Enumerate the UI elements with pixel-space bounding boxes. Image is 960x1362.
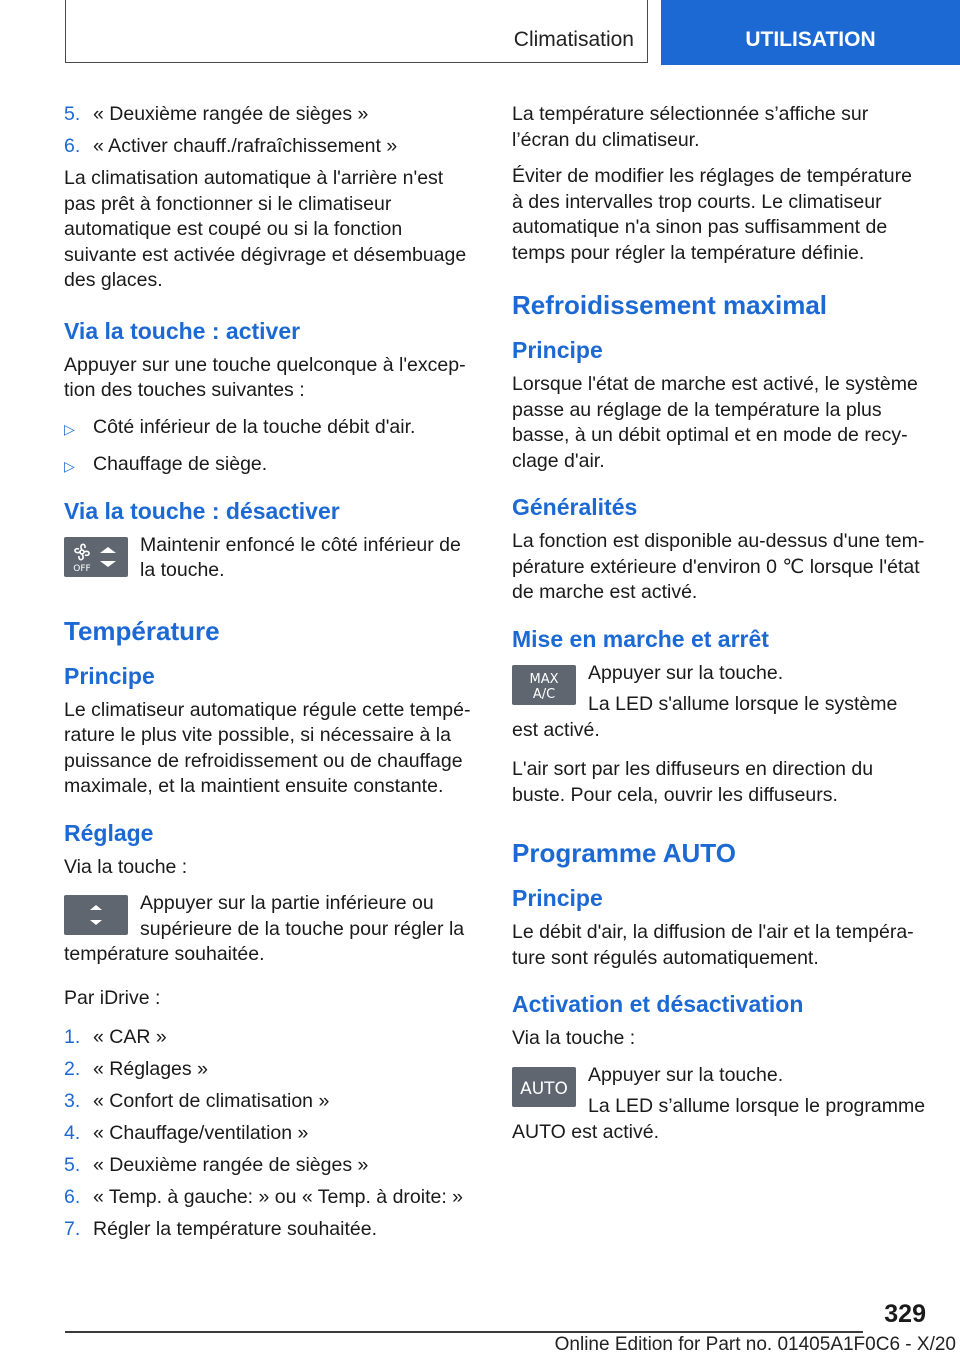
page-number: 329 (884, 1300, 926, 1328)
svg-text:OFF: OFF (73, 563, 91, 574)
paragraph: Le climatiseur automatique régule cette température le plus vite possible, si nécessaire à la puissance de refroidissement ou de chauffage maximale, et la maintient ensuite constante. (64, 698, 471, 797)
paragraph: Le débit d'air, la diffusion de l'air et la température sont régulés automatiquement. (512, 921, 914, 969)
paragraph: Appuyer sur la partie inférieure ou supérieure de la touche pour régler la température souhaitée. (64, 892, 465, 965)
list-item: 3. « Confort de climatisation » (64, 1090, 330, 1112)
paragraph: La fonction est disponible au-dessus d'une température extérieure d'environ 0 ℃ lorsque l'état de marche est activé. (512, 530, 925, 603)
paragraph: Via la touche : (64, 855, 188, 878)
paragraph: La LED s’allume lorsque le programme AUTO est activé. (512, 1095, 926, 1143)
heading-principe: Principe (64, 662, 155, 689)
heading-generalites: Généralités (512, 494, 638, 520)
heading-reglage: Réglage (64, 819, 154, 846)
heading-activation: Activation et désactivation (512, 991, 804, 1017)
triangle-bullet-icon: ▷ (64, 458, 75, 474)
heading-desactiver: Via la touche : désactiver (64, 497, 340, 524)
max-ac-button-icon (512, 665, 576, 705)
paragraph: Via la touche : (512, 1027, 636, 1049)
svg-text:AUTO: AUTO (520, 1078, 568, 1099)
paragraph: Maintenir enfoncé le côté inférieur de la touche. (140, 533, 461, 581)
list-item: 5. « Deuxième rangée de sièges » (64, 1154, 369, 1176)
heading-principe: Principe (512, 885, 603, 911)
left-column (64, 102, 479, 1249)
fan-off-instruction (64, 533, 479, 590)
list-item: 7. Régler la température souhaitée. (64, 1218, 377, 1240)
list-item: 4. « Chauffage/ventilation » (64, 1122, 309, 1144)
list-item: 5. « Deuxième rangée de sièges » (64, 103, 369, 125)
triangle-bullet-icon: ▷ (64, 420, 75, 437)
paragraph: La climatisation automatique à l'arrière n'est pas prêt à fonctionner si le climatiseur automatique est coupé ou si la fonction suivante est activée dégivrage et désembuage des glaces. (64, 167, 467, 291)
right-column (512, 102, 927, 1151)
temp-instruction (64, 891, 479, 974)
paragraph: Par iDrive : (64, 986, 161, 1009)
paragraph: Appuyer sur la touche. (588, 1063, 784, 1086)
heading-mise-en-marche: Mise en marche et arrêt (512, 625, 769, 652)
footer-edition: Online Edition for Part no. 01405A1F0C6 - X/20 (554, 1334, 956, 1355)
bullet-item: ▷ Côté inférieur de la touche débit d'air. (64, 415, 479, 443)
up-down-button-icon (64, 895, 128, 935)
paragraph: La LED s'allume lorsque le système est activé. (512, 693, 898, 741)
chapter-tab: UTILISATION (661, 0, 960, 65)
list-item: 2. « Réglages » (64, 1058, 208, 1080)
paragraph: L'air sort par les diffuseurs en direction du buste. Pour cela, ouvrir les diffuseurs. (512, 758, 874, 806)
list-item: 6. « Activer chauff./rafraîchissement » (64, 135, 398, 157)
list-item: 6. « Temp. à gauche: » ou « Temp. à droite: » (64, 1186, 464, 1208)
auto-button-icon (512, 1067, 576, 1107)
list-item: 1. « CAR » (64, 1026, 167, 1048)
max-ac-instruction (512, 661, 927, 750)
heading-activer: Via la touche : activer (64, 317, 301, 344)
paragraph: Lorsque l'état de marche est activé, le système passe au réglage de la température la plus basse, à un débit optimal et en mode de recyclage d'air. (512, 373, 918, 472)
paragraph: Appuyer sur la touche. (588, 661, 784, 684)
heading-temperature: Température (64, 615, 220, 646)
auto-instruction (512, 1063, 927, 1152)
fan-off-button-icon (64, 537, 128, 577)
svg-text:A/C: A/C (532, 686, 556, 702)
heading-programme-auto: Programme AUTO (512, 838, 736, 868)
paragraph: Éviter de modifier les réglages de température à des intervalles trop courts. Le climatiseur automatique n'a sinon pas suffisamment de temps pour régler la température définie. (512, 165, 912, 264)
footer-divider (65, 1331, 863, 1333)
bullet-item: ▷ Chauffage de siège. (64, 452, 479, 480)
svg-text:MAX: MAX (529, 671, 559, 687)
paragraph: La température sélectionnée s’affiche sur l’écran du climatiseur. (512, 103, 869, 151)
heading-refroidissement: Refroidissement maximal (512, 290, 828, 320)
section-title: Climatisation (513, 28, 634, 51)
paragraph: Appuyer sur une touche quelconque à l'exception des touches suivantes : (64, 353, 466, 401)
heading-principe: Principe (512, 337, 603, 363)
